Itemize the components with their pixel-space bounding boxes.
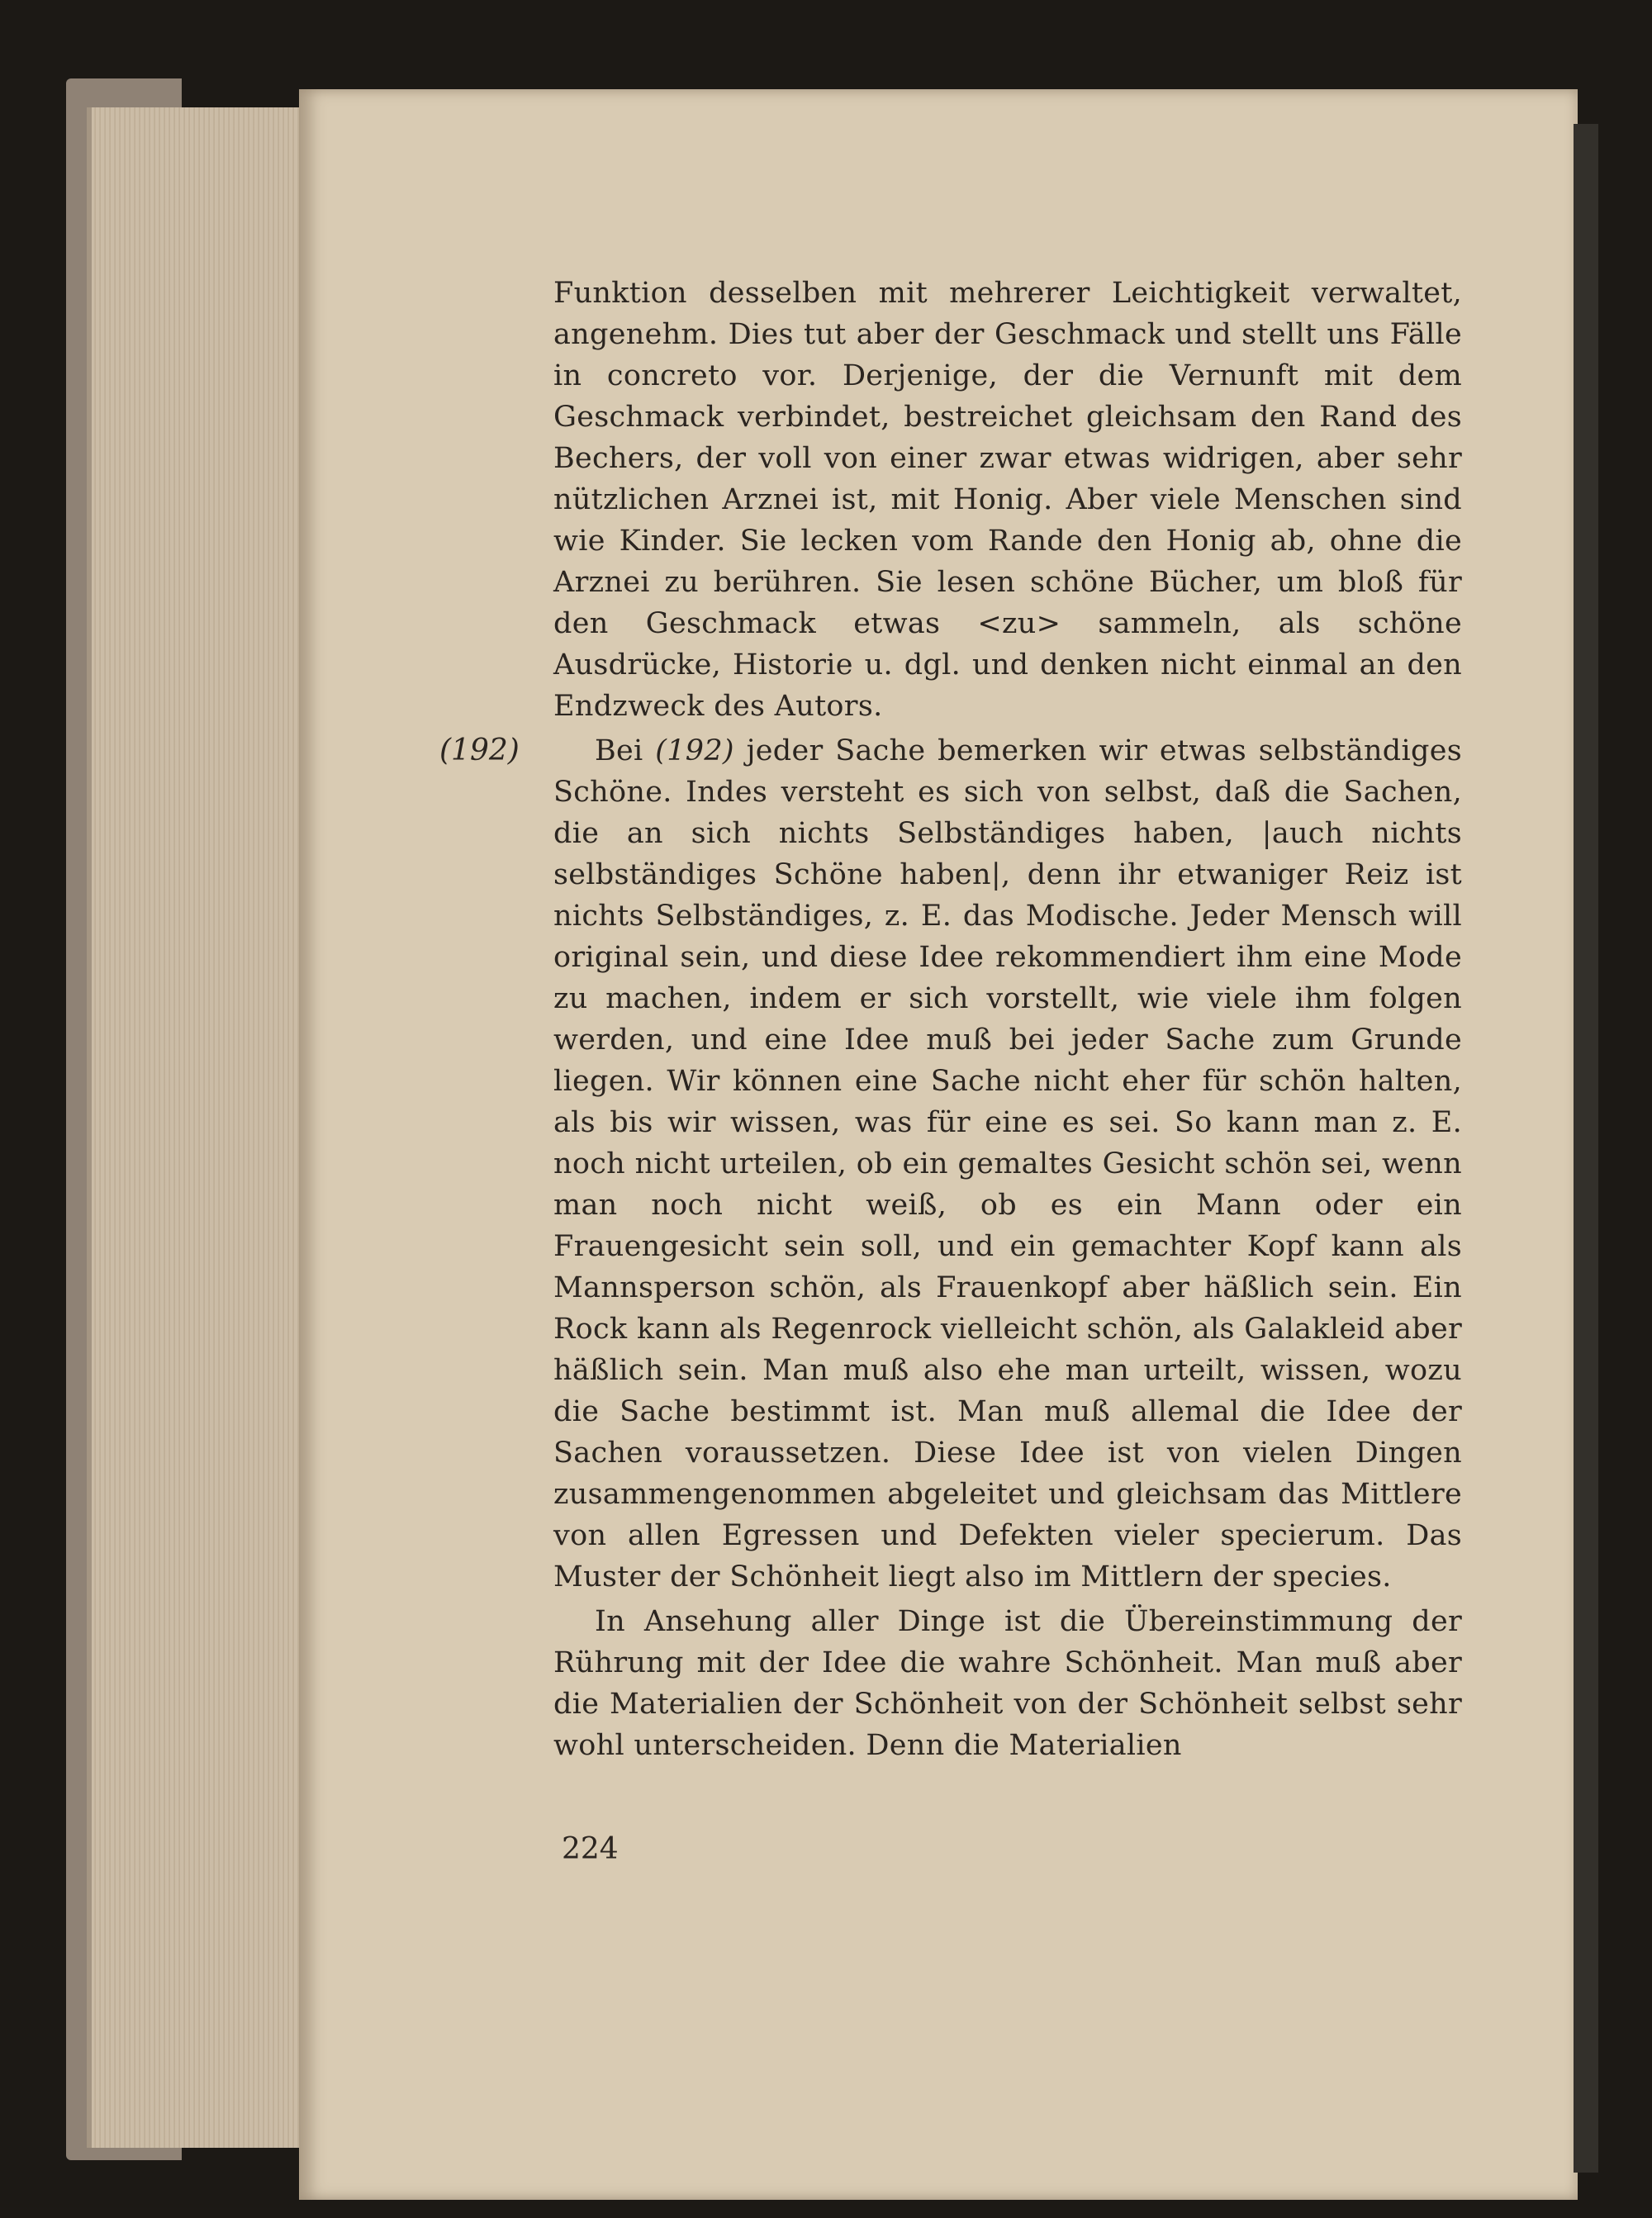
- page-stack-edge: [87, 107, 305, 2148]
- margin-page-reference: (192): [439, 734, 520, 767]
- book-gutter-shadow: [1574, 124, 1598, 2173]
- paragraph-1: Funktion desselben mit mehrerer Leichtigkeit verwaltet, angenehm. Dies tut aber der Geschmack und stellt uns Fälle in concreto vor. Derjenige, der die Vernunft mit dem Geschmack verbindet, bestreichet gleichsam den Rand des Bechers, der voll von einer zwar etwas widrigen, aber sehr nützlichen Arznei ist, mit Honig. Aber viele Menschen sind wie Kinder. Sie lecken vom Rande den Honig ab, ohne die Arznei zu berühren. Sie lesen schöne Bücher, um bloß für den Geschmack etwas <zu> sammeln, als schöne Ausdrücke, Historie u. dgl. und denken nicht einmal an den Endzweck des Autors.: [553, 277, 1462, 723]
- paragraph-3: In Ansehung aller Dinge ist die Übereinstimmung der Rührung mit der Idee die wahre Schönheit. Man muß aber die Materialien der Schönheit von der Schönheit selbst sehr wohl unterscheiden. Denn die Materialien: [553, 1605, 1462, 1762]
- paragraph-2-rest: jeder Sache bemerken wir etwas selbständiges Schöne. Indes versteht es sich von selbst, daß die Sachen, die an sich nichts Selbständiges haben, |auch nichts selbständiges Schöne haben|, denn ihr etwaniger Reiz ist nichts Selbständiges, z. E. das Modische. Jeder Mensch will original sein, und diese Idee rekommendiert ihm eine Mode zu machen, indem er sich vorstellt, wie viele ihm folgen werden, und eine Idee muß bei jeder Sache zum Grunde liegen. Wir können eine Sache nicht eher für schön halten, als bis wir wissen, was für eine es sei. So kann man z. E. noch nicht urteilen, ob ein gemaltes Gesicht schön sei, wenn man noch nicht weiß, ob es ein Mann oder ein Frauengesicht sein soll, und ein gemachter Kopf kann als Mannsperson schön, als Frauenkopf aber häßlich sein. Ein Rock kann als Regenrock vielleicht schön, als Galakleid aber häßlich sein. Man muß also ehe man urteilt, wissen, wozu die Sache bestimmt ist. Man muß allemal die Idee der Sachen voraussetzen. Diese Idee ist von vielen Dingen zusammengenommen abgeleitet und gleichsam das Mittlere von allen Egressen und Defekten vieler specierum. Das Muster der Schönheit liegt also im Mittlern der species.: [553, 734, 1462, 1593]
- page-number: 224: [562, 1832, 619, 1866]
- inline-page-reference: (192): [655, 734, 734, 767]
- paragraph-2: [553, 730, 1462, 1598]
- body-text: [553, 273, 1462, 1766]
- paragraph-2-start: Bei: [595, 734, 643, 767]
